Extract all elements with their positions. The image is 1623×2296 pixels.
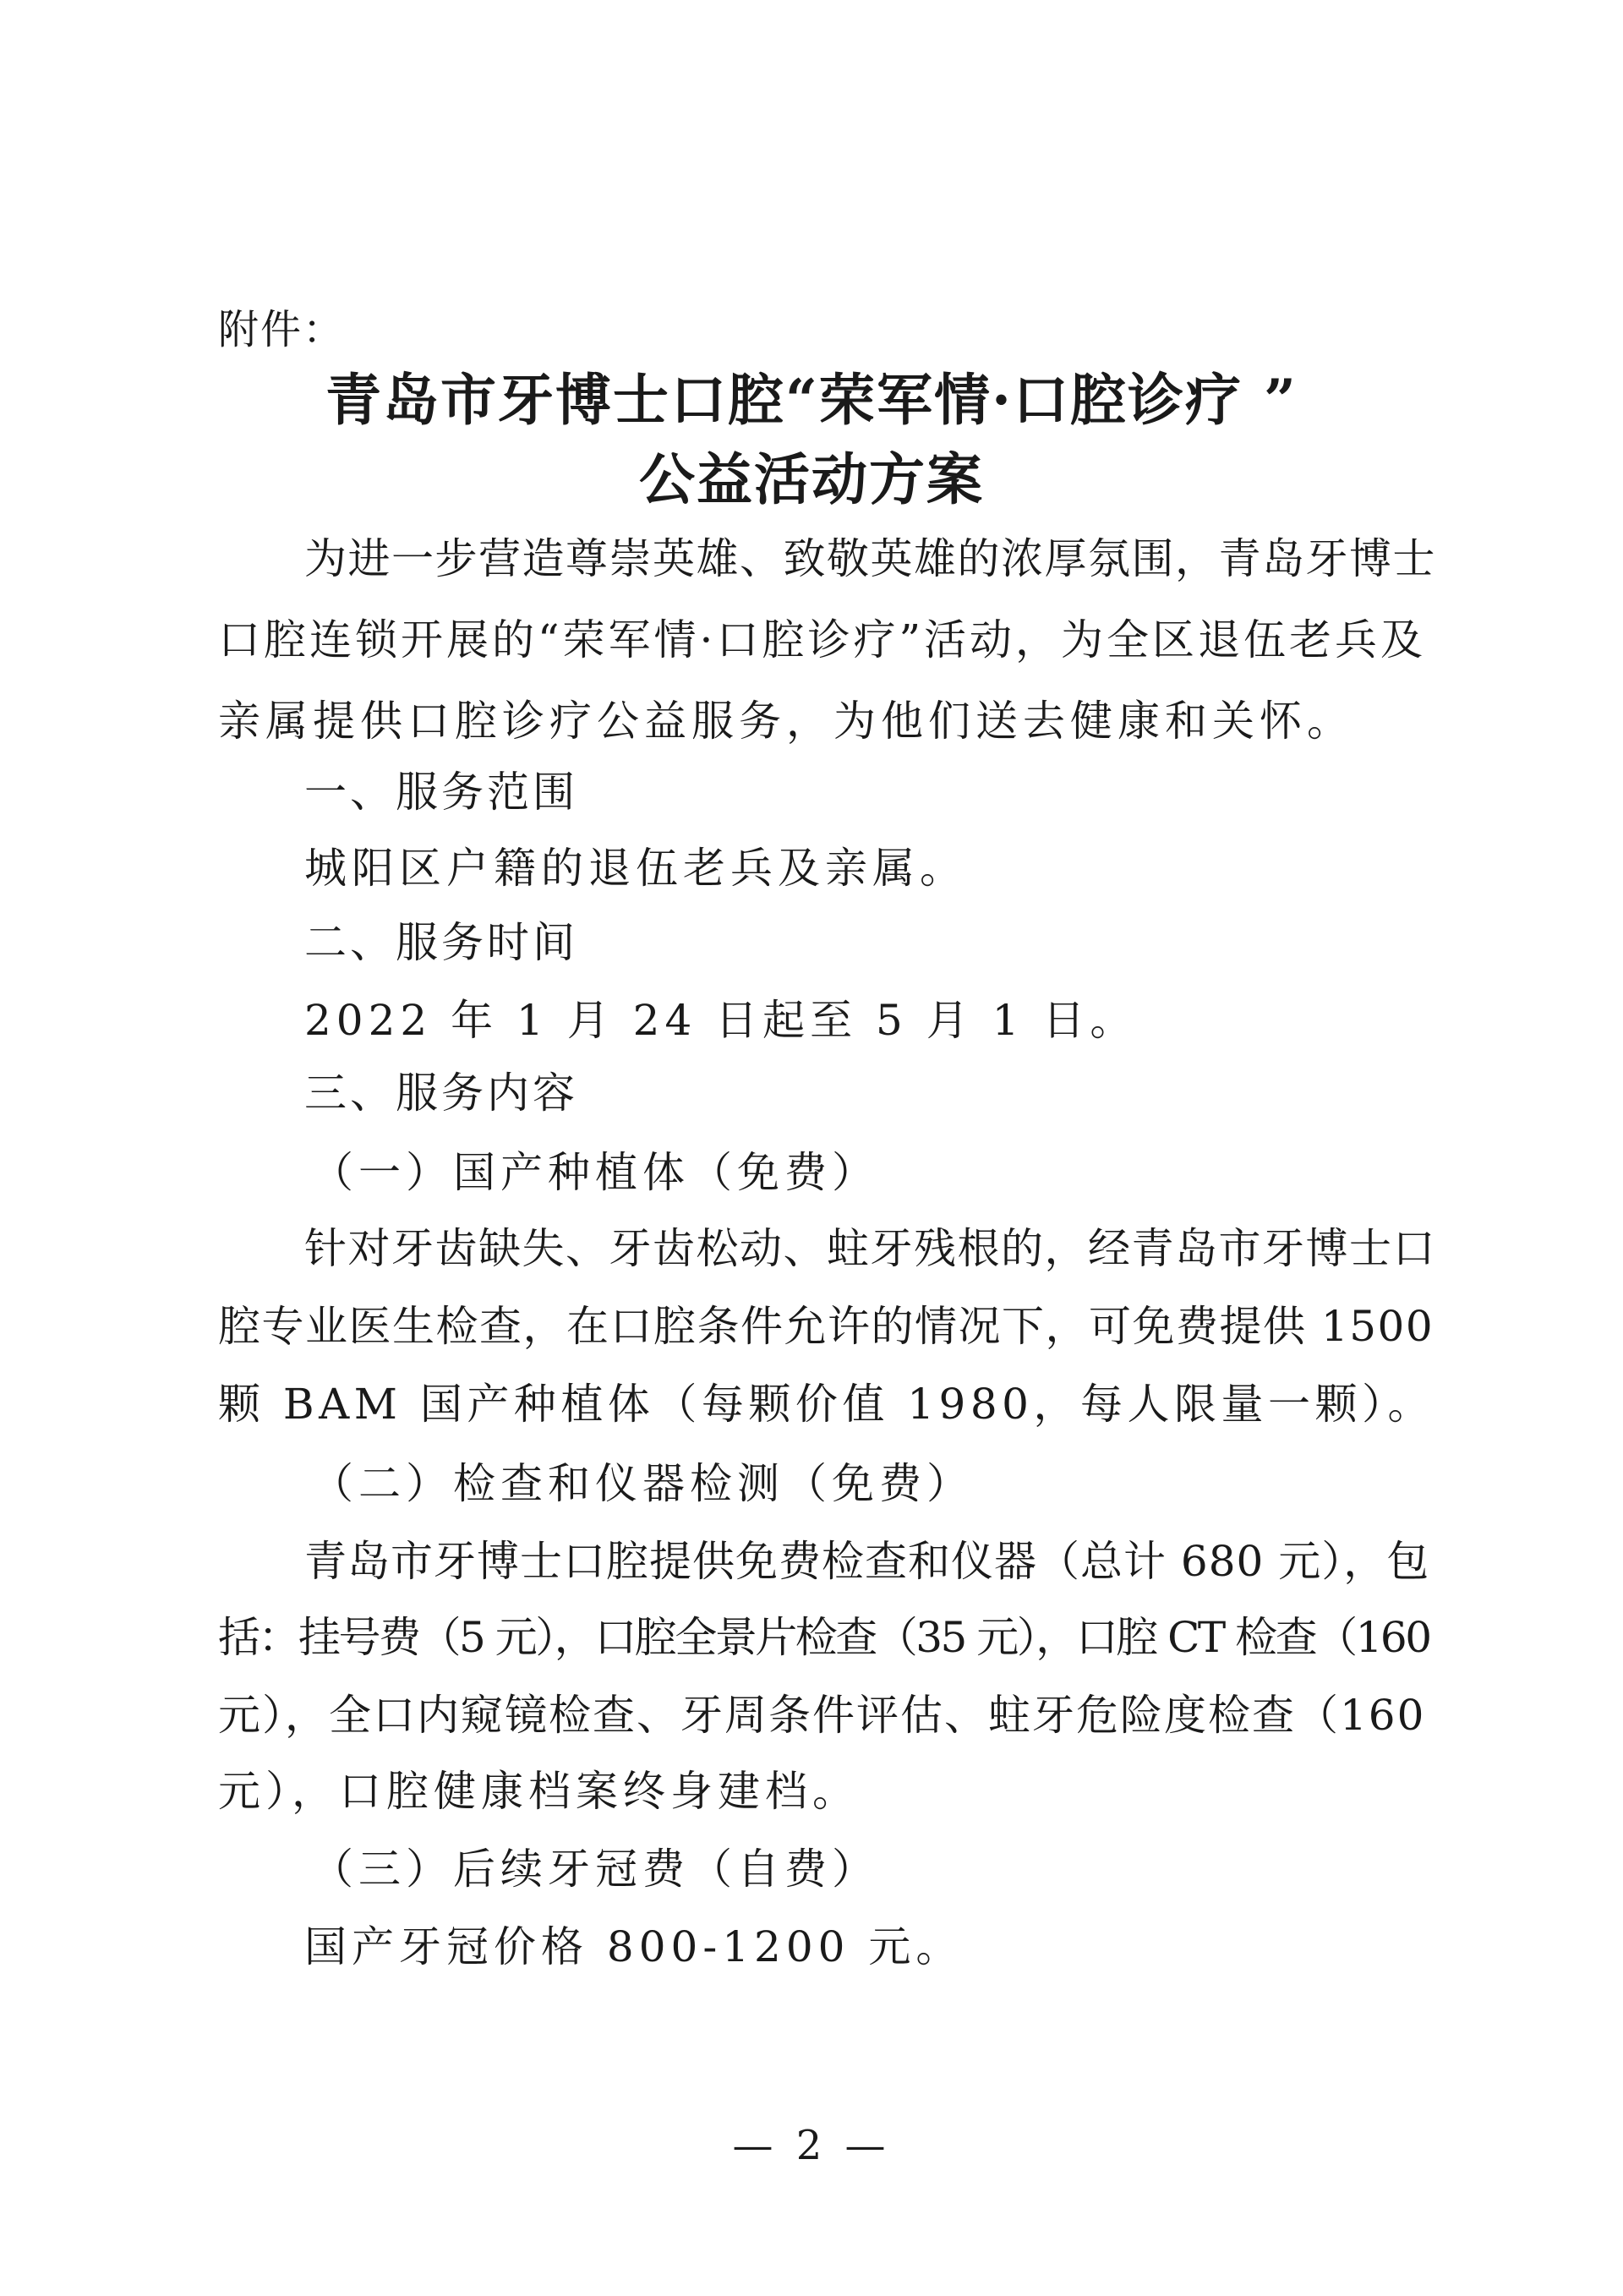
section-1-heading: 一、服务范围 — [304, 768, 578, 817]
page-number: — 2 — — [732, 2122, 891, 2169]
sub-1-line-2: 腔专业医生检查，在口腔条件允许的情况下，可免费提供 1500 — [218, 1302, 1434, 1351]
sub-1-line-1: 针对牙齿缺失、牙齿松动、蛀牙残根的，经青岛市牙博士口 — [304, 1224, 1436, 1273]
intro-line-2: 口腔连锁开展的“荣军情·口腔诊疗”活动，为全区退伍老兵及 — [218, 615, 1427, 664]
sub-3-text: 国产牙冠价格 800-1200 元。 — [304, 1922, 964, 1971]
sub-2-heading: （二）检查和仪器检测（免费） — [311, 1459, 974, 1508]
section-2-heading: 二、服务时间 — [304, 918, 578, 967]
section-1-text: 城阳区户籍的退伍老兵及亲属。 — [304, 844, 967, 893]
sub-2-line-1: 青岛市牙博士口腔提供免费检查和仪器（总计 680 元），包 — [304, 1537, 1430, 1586]
sub-3-heading: （三）后续牙冠费（自费） — [311, 1845, 879, 1894]
section-3-heading: 三、服务内容 — [304, 1069, 578, 1118]
title-line-1: 青岛市牙博士口腔“荣军情·口腔诊疗 ” — [325, 367, 1298, 433]
sub-1-heading: （一）国产种植体（免费） — [311, 1148, 879, 1197]
intro-line-3: 亲属提供口腔诊疗公益服务，为他们送去健康和关怀。 — [218, 697, 1354, 746]
attachment-label: 附件： — [218, 306, 346, 353]
sub-2-line-3: 元），全口内窥镜检查、牙周条件评估、蛀牙危险度检查（160 — [218, 1691, 1426, 1740]
title-line-2: 公益活动方案 — [639, 446, 984, 512]
section-2-text: 2022 年 1 月 24 日起至 5 月 1 日。 — [304, 996, 1138, 1045]
sub-2-line-4: 元），口腔健康档案终身建档。 — [218, 1767, 860, 1816]
intro-line-1: 为进一步营造尊崇英雄、致敬英雄的浓厚氛围，青岛牙博士 — [304, 534, 1436, 583]
sub-2-line-2: 括：挂号费（5 元），口腔全景片检查（35 元），口腔 CT 检查（160 — [218, 1613, 1430, 1662]
sub-1-line-3: 颗 BAM 国产种植体（每颗价值 1980，每人限量一颗）。 — [218, 1380, 1434, 1429]
